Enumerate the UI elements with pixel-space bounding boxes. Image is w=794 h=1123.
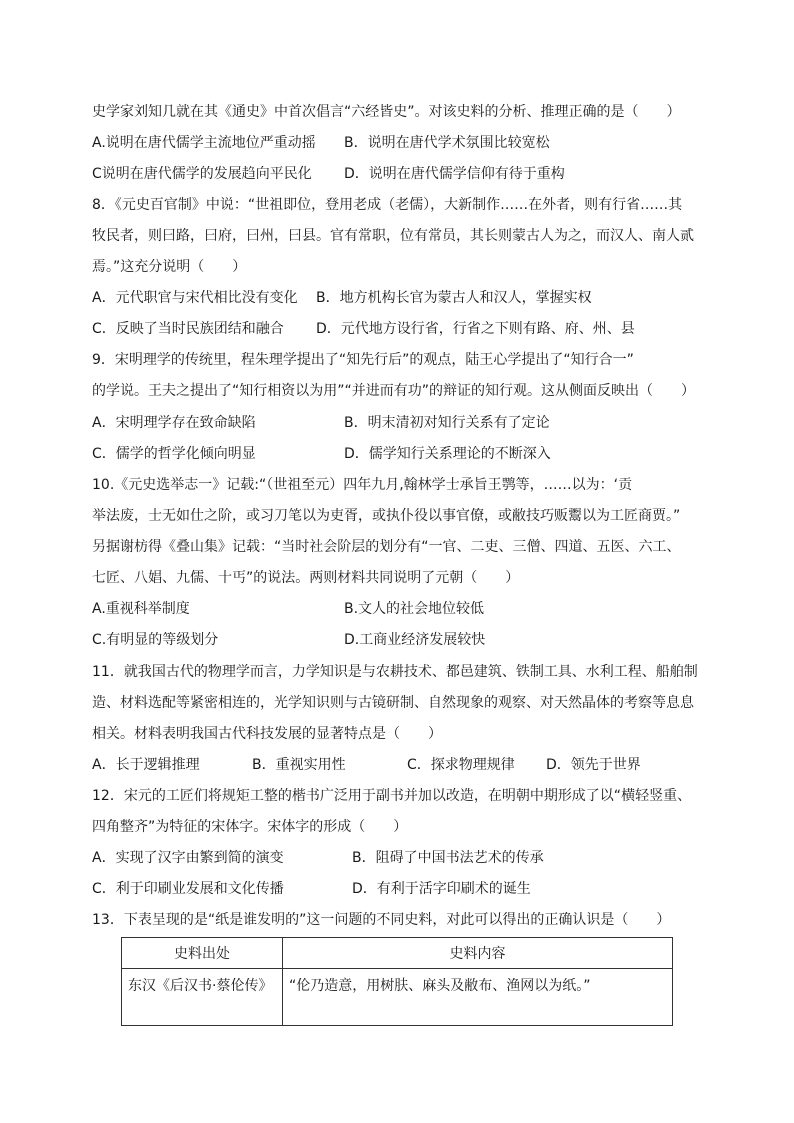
q7-option-d[interactable]: D．说明在唐代儒学信仰有待于重构: [344, 166, 565, 182]
q11-option-c[interactable]: C．探求物理规律: [407, 757, 515, 773]
table-cell-content: “伦乃造意，用树肤、麻头及敝布、渔网以为纸。”: [283, 969, 673, 1026]
q13-source-table: [121, 937, 673, 1026]
q8-option-b[interactable]: B．地方机构长官为蒙古人和汉人，掌握实权: [316, 290, 592, 306]
q8-option-c[interactable]: C．反映了当时民族团结和融合: [92, 321, 284, 337]
q8-stem-line-1: 8．《元史百官制》中说：“世祖即位，登用老成（老儒），大新制作……在外者，则有行省……其: [92, 197, 683, 213]
q11-option-b[interactable]: B．重视实用性: [252, 757, 346, 773]
q10-stem-line-1: 10.《元史选举志一》记载:“（世祖至元）四年九月,翰林学士承旨王鹗等，……以为：‘贡: [92, 477, 633, 493]
q7-option-b[interactable]: B．说明在唐代学术氛围比较宽松: [344, 135, 550, 151]
q11-stem-line-1: 11．就我国古代的物理学而言，力学知识是与农耕技术、都邑建筑、铁制工具、水利工程、船舶制: [92, 664, 698, 680]
q11-option-a[interactable]: A．长于逻辑推理: [92, 757, 200, 773]
q8-option-d[interactable]: D．元代地方设行省，行省之下则有路、府、州、县: [316, 321, 635, 337]
table-row: [122, 969, 673, 1026]
q10-option-a[interactable]: A.重视科举制度: [92, 601, 190, 617]
q7-option-a[interactable]: A.说明在唐代儒学主流地位严重动摇: [92, 135, 316, 151]
q8-option-a[interactable]: A．元代职官与宋代相比没有变化: [92, 290, 298, 306]
q10-stem-line-3: 另据谢枋得《叠山集》记载：“当时社会阶层的划分有“一官、二吏、三僧、四道、五医、六工、: [92, 539, 681, 555]
q9-option-a[interactable]: A．宋明理学存在致命缺陷: [92, 415, 256, 431]
q12-stem-line-2: 四角整齐”为特征的宋体字。宋体字的形成（ ）: [92, 819, 408, 835]
q11-stem-line-3: 相关。材料表明我国古代科技发展的显著特点是（ ）: [92, 726, 442, 742]
q7-option-c[interactable]: C说明在唐代儒学的发展趋向平民化: [92, 166, 312, 182]
q13-stem-line-1: 13．下表呈现的是“纸是谁发明的”这一问题的不同史料，对此可以得出的正确认识是（ ）: [92, 912, 671, 928]
q10-option-c[interactable]: C.有明显的等级划分: [92, 632, 219, 648]
q12-stem-line-1: 12．宋元的工匠们将规矩工整的楷书广泛用于副书并加以改造，在明朝中期形成了以“横轻竖重、: [92, 788, 692, 804]
q11-stem-line-2: 造、材料选配等紧密相连的，光学知识则与古镜研制、自然现象的观察、对天然晶体的考察等息息: [92, 695, 694, 711]
q9-option-d[interactable]: D．儒学知行关系理论的不断深入: [344, 446, 551, 462]
table-cell-source: 东汉《后汉书·蔡伦传》: [122, 969, 283, 1026]
q10-option-d[interactable]: D.工商业经济发展较快: [344, 632, 486, 648]
q7-stem-line: 史学家刘知几就在其《通史》中首次倡言“六经皆史”。对该史料的分析、推理正确的是（ ）: [92, 104, 681, 120]
q8-stem-line-3: 焉。”这充分说明（ ）: [92, 259, 247, 275]
table-header-row: [122, 938, 673, 969]
q12-option-d[interactable]: D．有利于活字印刷术的诞生: [352, 881, 531, 897]
q9-option-b[interactable]: B．明末清初对知行关系有了定论: [344, 415, 550, 431]
q12-option-c[interactable]: C．利于印刷业发展和文化传播: [92, 881, 284, 897]
q9-stem-line-1: 9．宋明理学的传统里，程朱理学提出了“知先行后”的观点，陆王心学提出了“知行合一”: [92, 352, 634, 368]
table-header-source: 史料出处: [122, 938, 283, 969]
q9-option-c[interactable]: C．儒学的哲学化倾向明显: [92, 446, 256, 462]
q12-option-b[interactable]: B．阻碍了中国书法艺术的传承: [352, 850, 544, 866]
q11-option-d[interactable]: D．领先于世界: [546, 757, 641, 773]
q12-option-a[interactable]: A．实现了汉字由繁到简的演变: [92, 850, 284, 866]
q10-stem-line-4: 七匠、八娼、九儒、十丐”的说法。两则材料共同说明了元朝（ ）: [92, 570, 520, 586]
q10-stem-line-2: 举法废，士无如仕之阶，或习刀笔以为吏胥，或执仆役以事官僚，或敝技巧贩鬻以为工匠商贾。”: [92, 508, 681, 524]
table-header-content: 史料内容: [283, 938, 673, 969]
q8-stem-line-2: 牧民者，则曰路，曰府，曰州，曰县。官有常职，位有常员，其长则蒙古人为之，而汉人、南人贰: [92, 228, 694, 244]
q10-option-b[interactable]: B.文人的社会地位较低: [344, 601, 485, 617]
q9-stem-line-2: 的学说。王夫之提出了“知行相资以为用”“并进而有功”的辩证的知行观。这从侧面反映出（ ）: [92, 383, 696, 399]
